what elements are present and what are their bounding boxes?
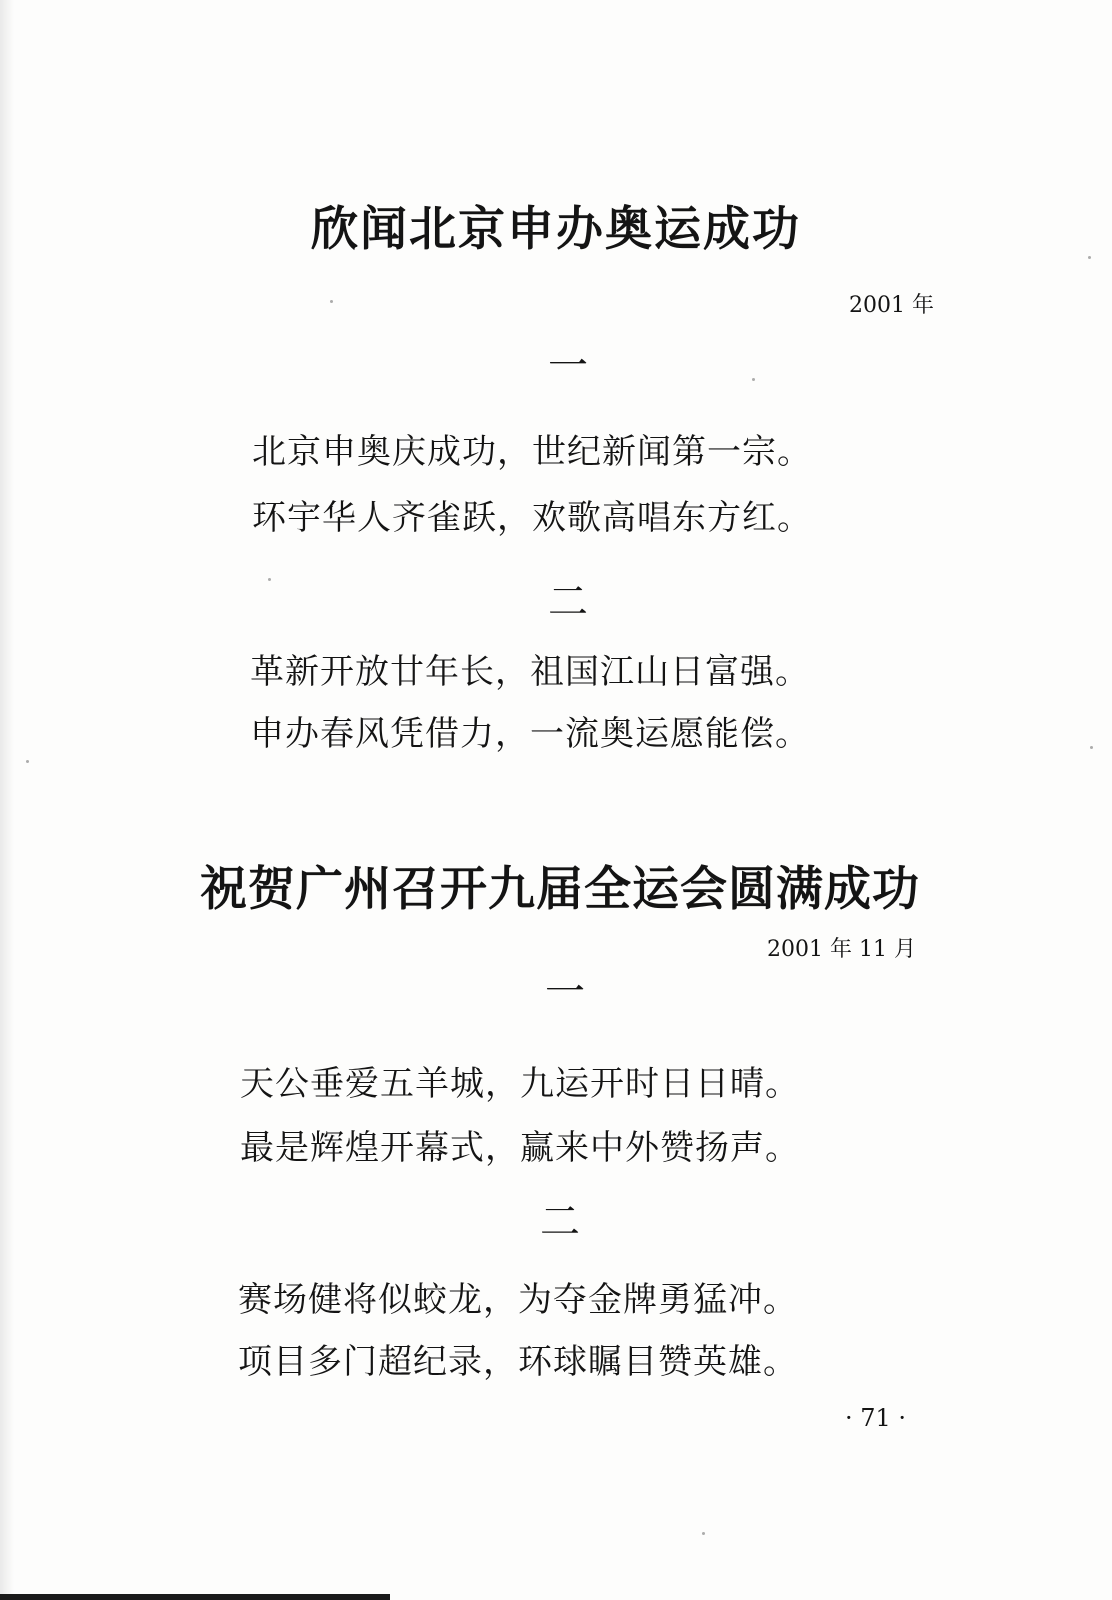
scan-speck <box>702 1532 705 1535</box>
page-bottom-edge-mark <box>0 1594 390 1600</box>
poem-2-part-2-line-1: 赛场健将似蛟龙，为夺金牌勇猛冲。 <box>238 1280 798 1320</box>
poem-1-part-1-numeral: 一 <box>548 343 588 389</box>
scan-speck <box>1090 746 1093 749</box>
poem-2-part-1-numeral: 一 <box>545 969 585 1015</box>
poem-1-part-1-line-2: 环宇华人齐雀跃，欢歌高唱东方红。 <box>252 498 812 538</box>
poem-2-part-2-line-2: 项目多门超纪录，环球瞩目赞英雄。 <box>238 1342 798 1382</box>
poem-2-part-1-line-1: 天公垂爱五羊城，九运开时日日晴。 <box>240 1064 800 1104</box>
scan-speck <box>268 578 271 581</box>
scan-speck <box>752 378 755 381</box>
poem-1-part-1-line-1: 北京申奥庆成功，世纪新闻第一宗。 <box>252 432 812 472</box>
page-number: · 71 · <box>844 1404 906 1432</box>
scan-speck <box>26 760 29 763</box>
poem-1-title: 欣闻北京申办奥运成功 <box>311 202 801 257</box>
poem-2-part-1-line-2: 最是辉煌开幕式，赢来中外赞扬声。 <box>240 1128 800 1168</box>
poem-2-title: 祝贺广州召开九届全运会圆满成功 <box>200 862 920 917</box>
poem-2-date: 2001 年 11 月 <box>767 937 916 962</box>
poem-1-part-2-line-1: 革新开放廿年长，祖国江山日富强。 <box>250 652 810 692</box>
poem-1-part-2-line-2: 申办春风凭借力，一流奥运愿能偿。 <box>250 714 810 754</box>
poem-2-part-2-numeral: 二 <box>540 1199 580 1245</box>
poem-1-date: 2001 年 <box>849 293 934 318</box>
scan-speck <box>330 300 333 303</box>
poem-1-part-2-numeral: 二 <box>548 579 588 625</box>
